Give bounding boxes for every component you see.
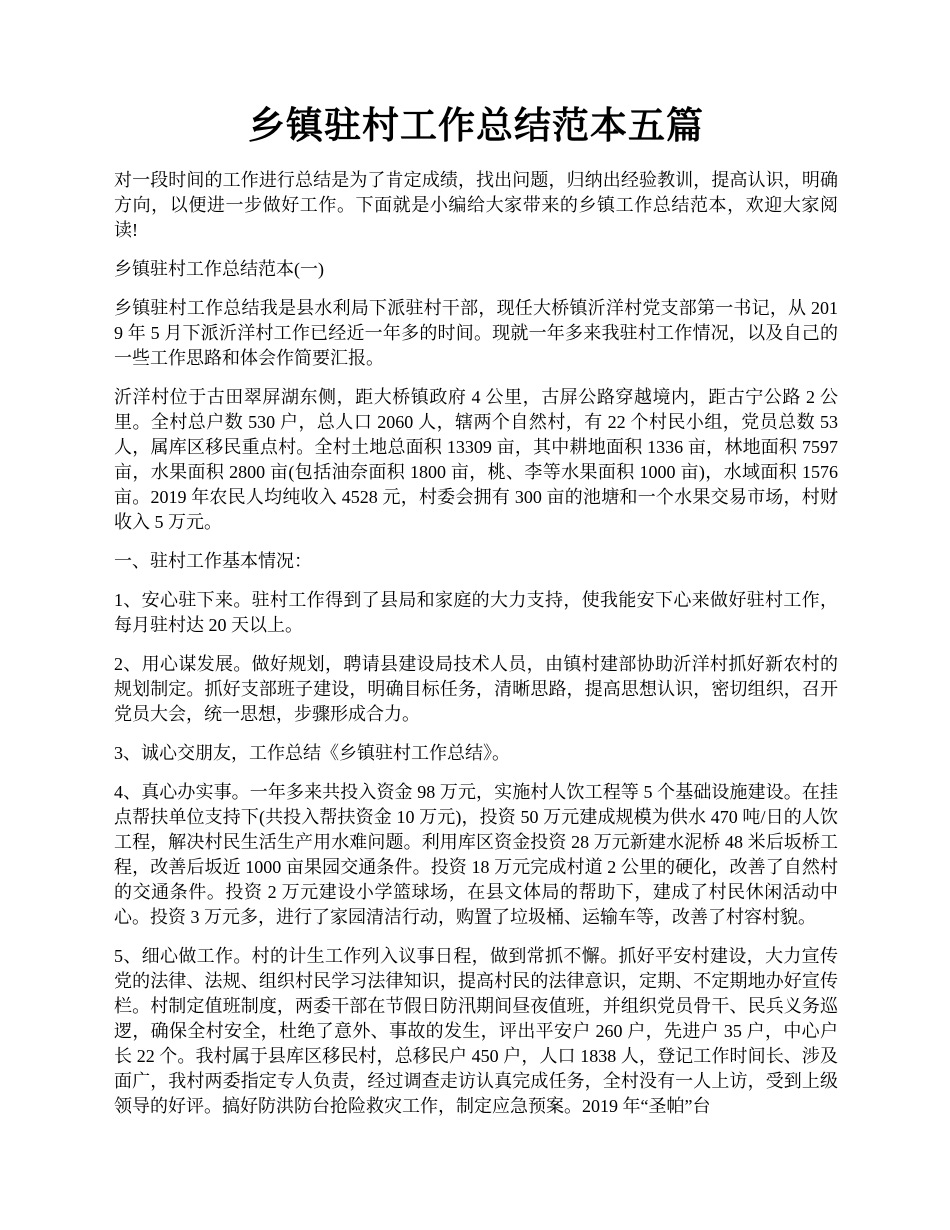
paragraph: 乡镇驻村工作总结我是县水利局下派驻村干部，现任大桥镇沂洋村党支部第一书记，从 2019 年 5 月下派沂洋村工作已经近一年多的时间。现就一年多来我驻村工作情况，以及自己的一些工作思路和体会作简要汇报。 — [114, 298, 838, 368]
paragraph: 2、用心谋发展。做好规划，聘请县建设局技术人员，由镇村建部协助沂洋村抓好新农村的规划制定。抓好支部班子建设，明确目标任务，清晰思路，提高思想认识，密切组织，召开党员大会，统一思想，步骤形成合力。 — [114, 654, 838, 724]
document-body — [114, 168, 838, 1119]
document-title: 乡镇驻村工作总结范本五篇 — [248, 106, 704, 147]
paragraph: 5、细心做工作。村的计生工作列入议事日程，做到常抓不懈。抓好平安村建设，大力宣传党的法律、法规、组织村民学习法律知识，提高村民的法律意识，定期、不定期地办好宣传栏。村制定值班制度，两委干部在节假日防汛期间昼夜值班，并组织党员骨干、民兵义务巡逻，确保全村安全，杜绝了意外、事故的发生，评出平安户 260 户，先进户 35 户，中心户长 22 个。我村属于县库区移民村，总移民户 450 户，人口 1838 人，登记工作时间长、涉及面广，我村两委指定专人负责，经过调查走访认真完成任务，全村没有一人上访，受到上级领导的好评。搞好防洪防台抢险救灾工作，制定应急预案。2019 年“圣帕”台 — [114, 946, 838, 1116]
paragraph: 一、驻村工作基本情况： — [114, 551, 312, 571]
paragraph: 1、安心驻下来。驻村工作得到了县局和家庭的大力支持，使我能安下心来做好驻村工作，每月驻村达 20 天以上。 — [114, 590, 838, 635]
paragraph: 3、诚心交朋友，工作总结《乡镇驻村工作总结》。 — [114, 743, 510, 763]
paragraph: 4、真心办实事。一年多来共投入资金 98 万元，实施村人饮工程等 5 个基础设施建设。在挂点帮扶单位支持下(共投入帮扶资金 10 万元)，投资 50 万元建成规模为供水 470 吨/日的人饮工程，解决村民生活生产用水难问题。利用库区资金投资 28 万元新建水泥桥 48 米后坂桥工程，改善后坂近 1000 亩果园交通条件。投资 18 万元完成村道 2 公里的硬化，改善了自然村的交通条件。投资 2 万元建设小学篮球场，在县文体局的帮助下，建成了村民休闲活动中心。投资 3 万元多，进行了家园清洁行动，购置了垃圾桶、运输车等，改善了村容村貌。 — [114, 782, 838, 927]
paragraph: 对一段时间的工作进行总结是为了肯定成绩，找出问题，归纳出经验教训，提高认识，明确方向，以便进一步做好工作。下面就是小编给大家带来的乡镇工作总结范本，欢迎大家阅读! — [114, 170, 838, 240]
paragraph: 沂洋村位于古田翠屏湖东侧，距大桥镇政府 4 公里，古屏公路穿越境内，距古宁公路 2 公里。全村总户数 530 户，总人口 2060 人，辖两个自然村，有 22 个村民小组，党员总数 53 人，属库区移民重点村。全村土地总面积 13309 亩，其中耕地面积 1336 亩，林地面积 7597 亩，水果面积 2800 亩(包括油奈面积 1800 亩，桃、李等水果面积 1000 亩)，水域面积 1576 亩。2019 年农民人均纯收入 4528 元，村委会拥有 300 亩的池塘和一个水果交易市场，村财收入 5 万元。 — [114, 387, 838, 532]
paragraph: 乡镇驻村工作总结范本(一) — [114, 259, 324, 279]
